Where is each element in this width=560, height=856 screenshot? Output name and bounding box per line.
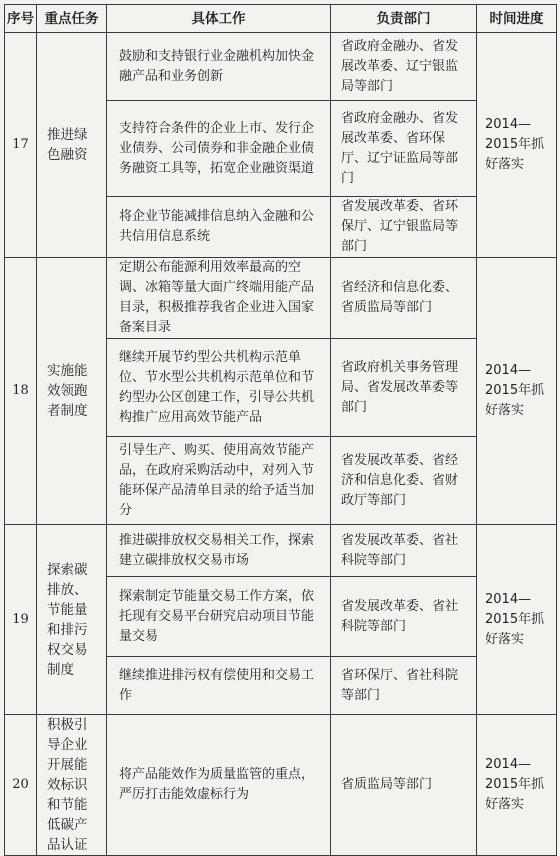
work-cell: 将企业节能减排信息纳入金融和公共信用信息系统 [107,197,331,258]
header-task: 重点任务 [37,5,107,33]
work-cell: 鼓励和支持银行业金融机构加快金融产品和业务创新 [107,33,331,101]
work-cell: 支持符合条件的企业上市、发行企业债券、公司债券和非金融企业债务融资工具等，拓宽企业融资渠道 [107,101,331,197]
dept-cell: 省环保厅、省社科院等部门 [331,657,477,715]
dept-cell: 省政府金融办、省发展改革委、省环保厅、辽宁证监局等部门 [331,101,477,197]
dept-cell: 省质监局等部门 [331,715,477,856]
work-cell: 继续推进排污权有偿使用和交易工作 [107,657,331,715]
time-cell: 2014—2015年抓好落实 [477,525,557,715]
task-cell: 积极引导企业开展能效标识和节能低碳产品认证 [37,715,107,856]
task-cell: 探索碳排放、节能量和排污权交易制度 [37,525,107,715]
header-work: 具体工作 [107,5,331,33]
seq-cell: 20 [5,715,37,856]
dept-cell: 省经济和信息化委、省质监局等部门 [331,258,477,339]
time-cell: 2014—2015年抓好落实 [477,258,557,525]
dept-cell: 省政府机关事务管理局、省发展改革委等部门 [331,339,477,437]
work-cell: 引导生产、购买、使用高效节能产品，在政府采购活动中，对列入节能环保产品清单目录的给予适当加分 [107,437,331,525]
dept-cell: 省发展改革委、省社科院等部门 [331,525,477,577]
work-plan-table [4,4,557,856]
dept-cell: 省发展改革委、省社科院等部门 [331,577,477,657]
table-row [5,33,557,101]
time-cell: 2014—2015年抓好落实 [477,33,557,258]
task-cell: 实施能效领跑者制度 [37,258,107,525]
seq-cell: 17 [5,33,37,258]
work-cell: 推进碳排放权交易相关工作，探索建立碳排放权交易市场 [107,525,331,577]
header-seq: 序号 [5,5,37,33]
table-row [5,525,557,577]
dept-cell: 省发展改革委、省经济和信息化委、省财政厅等部门 [331,437,477,525]
header-row [5,5,557,33]
table-row [5,258,557,339]
dept-cell: 省政府金融办、省发展改革委、辽宁银监局等部门 [331,33,477,101]
dept-cell: 省发展改革委、省环保厅、辽宁银监局等部门 [331,197,477,258]
work-cell: 将产品能效作为质量监管的重点，严厉打击能效虚标行为 [107,715,331,856]
header-time: 时间进度 [477,5,557,33]
work-cell: 定期公布能源利用效率最高的空调、冰箱等量大面广终端用能产品目录，积极推荐我省企业进入国家备案目录 [107,258,331,339]
time-cell: 2014—2015年抓好落实 [477,715,557,856]
work-cell: 继续开展节约型公共机构示范单位、节水型公共机构示范单位和节约型办公区创建工作，引导公共机构推广应用高效节能产品 [107,339,331,437]
seq-cell: 18 [5,258,37,525]
task-cell: 推进绿色融资 [37,33,107,258]
seq-cell: 19 [5,525,37,715]
work-cell: 探索制定节能量交易工作方案，依托现有交易平台研究启动项目节能量交易 [107,577,331,657]
header-dept: 负责部门 [331,5,477,33]
table-row [5,715,557,856]
